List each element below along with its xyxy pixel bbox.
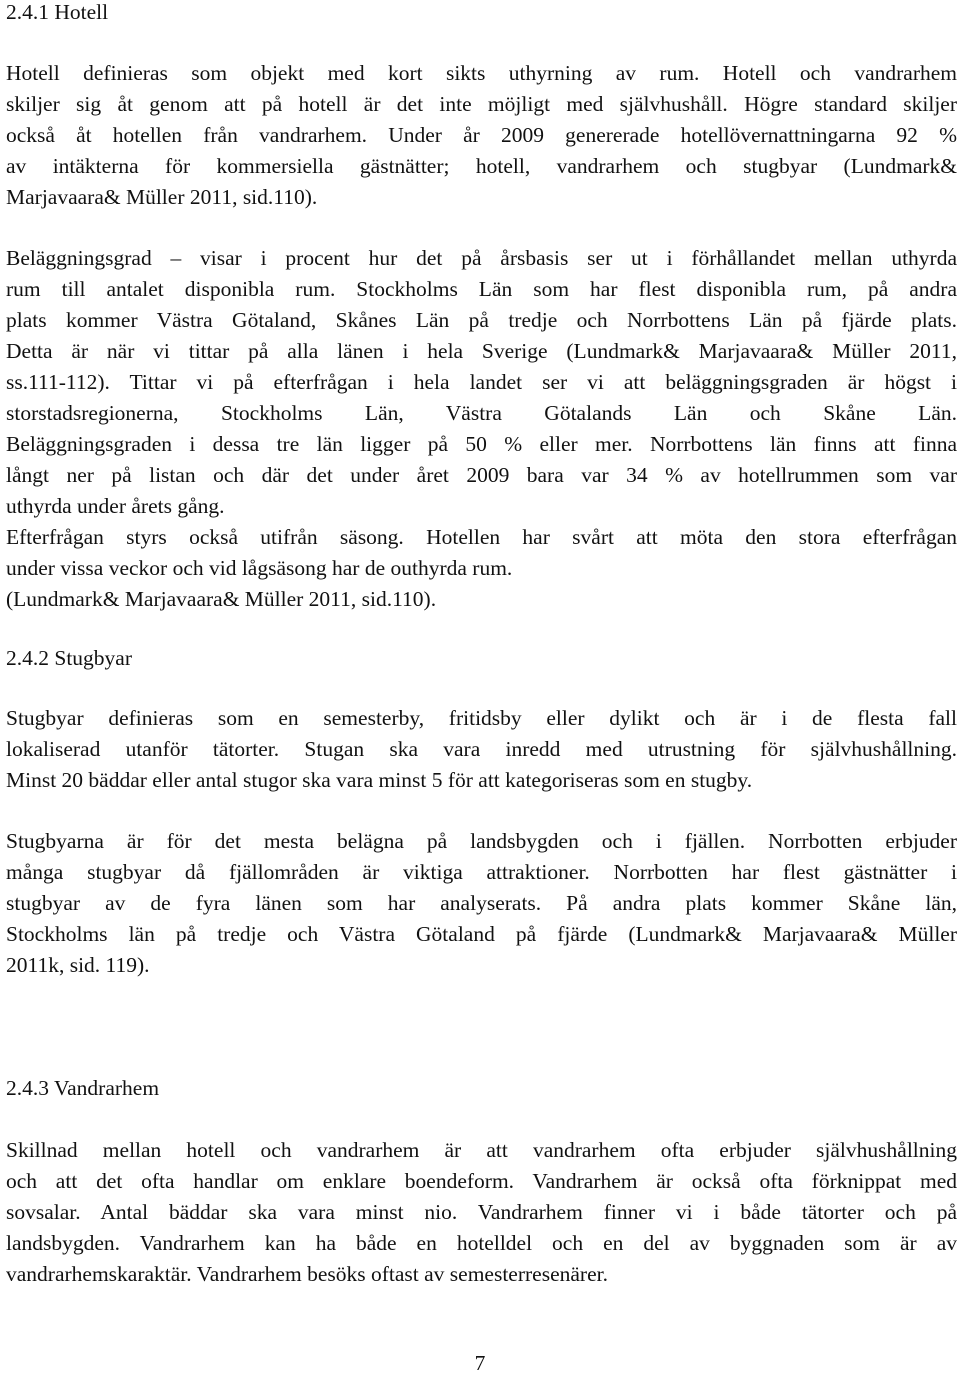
text-line: Detta är när vi tittar på alla länen i hela Sverige (Lundmark& Marjavaara& Müller 2011, xyxy=(6,339,957,363)
text-line: storstadsregionerna, Stockholms Län, Västra Götalands Län och Skåne Län. xyxy=(6,401,957,425)
text-line: skiljer sig åt genom att på hotell är det inte möjligt med självhushåll. Högre standard skiljer xyxy=(6,92,957,116)
text-line: Stugbyar definieras som en semesterby, fritidsby eller dylikt och är i de flesta fall xyxy=(6,706,957,730)
text-line: Skillnad mellan hotell och vandrarhem är att vandrarhem ofta erbjuder självhushållning xyxy=(6,1138,957,1162)
text-line: av intäkterna för kommersiella gästnätter; hotell, vandrarhem och stugbyar (Lundmark& xyxy=(6,154,957,178)
text-line: Beläggningsgrad – visar i procent hur det på årsbasis ser ut i förhållandet mellan uthyrda xyxy=(6,246,957,270)
page-number: 7 xyxy=(474,1351,486,1375)
text-line: vandrarhemskaraktär. Vandrarhem besöks oftast av semesterresenärer. xyxy=(6,1262,608,1286)
text-line: och att det ofta handlar om enklare boendeform. Vandrarhem är också ofta förknippat med xyxy=(6,1169,957,1193)
paragraph-belaggningsgrad xyxy=(6,243,957,615)
text-line: rum till antalet disponibla rum. Stockholms Län som har flest disponibla rum, på andra xyxy=(6,277,957,301)
text-line: långt ner på listan och där det under året 2009 bara var 34 % av hotellrummen som var xyxy=(6,463,957,487)
section-heading-vandrarhem: 2.4.3 Vandrarhem xyxy=(6,1076,160,1100)
text-line: (Lundmark& Marjavaara& Müller 2011, sid.110). xyxy=(6,587,437,611)
text-line: landsbygden. Vandrarhem kan ha både en hotelldel och en del av byggnaden som är av xyxy=(6,1231,957,1255)
text-line: Stockholms län på tredje och Västra Götaland på fjärde (Lundmark& Marjavaara& Müller xyxy=(6,922,957,946)
text-line: 2011k, sid. 119). xyxy=(6,953,150,977)
text-line: plats kommer Västra Götaland, Skånes Län på tredje och Norrbottens Län på fjärde plats. xyxy=(6,308,957,332)
text-line: också åt hotellen från vandrarhem. Under år 2009 genererade hotellövernattningarna 92 % xyxy=(6,123,957,147)
text-line: under vissa veckor och vid lågsäsong har de outhyrda rum. xyxy=(6,556,513,580)
paragraph-hotell-definition xyxy=(6,58,957,213)
section-heading-hotell: 2.4.1 Hotell xyxy=(6,0,109,24)
section-heading-stugbyar: 2.4.2 Stugbyar xyxy=(6,646,133,670)
text-line: Beläggningsgraden i dessa tre län ligger på 50 % eller mer. Norrbottens län finns att finna xyxy=(6,432,957,456)
text-line: Efterfrågan styrs också utifrån säsong. Hotellen har svårt att möta den stora efterfrågan xyxy=(6,525,957,549)
text-line: Stugbyarna är för det mesta belägna på landsbygden och i fjällen. Norrbotten erbjuder xyxy=(6,829,957,853)
text-line: sovsalar. Antal bäddar ska vara minst nio. Vandrarhem finner vi i både tätorter och på xyxy=(6,1200,957,1224)
text-line: Minst 20 bäddar eller antal stugor ska vara minst 5 för att kategoriseras som en stugby. xyxy=(6,768,753,792)
paragraph-vandrarhem xyxy=(6,1135,957,1290)
text-line: stugbyar av de fyra länen som har analyserats. På andra plats kommer Skåne län, xyxy=(6,891,957,915)
paragraph-stugbyar-definition xyxy=(6,703,957,796)
paragraph-stugbyar-location xyxy=(6,826,957,981)
text-line: Marjavaara& Müller 2011, sid.110). xyxy=(6,185,318,209)
text-line: lokaliserad utanför tätorter. Stugan ska vara inredd med utrustning för självhushållning. xyxy=(6,737,957,761)
text-line: uthyrda under årets gång. xyxy=(6,494,225,518)
text-line: Hotell definieras som objekt med kort sikts uthyrning av rum. Hotell och vandrarhem xyxy=(6,61,957,85)
text-line: många stugbyar då fjällområden är viktiga attraktioner. Norrbotten har flest gästnätter i xyxy=(6,860,957,884)
text-line: ss.111-112). Tittar vi på efterfrågan i hela landet ser vi att beläggningsgraden är högst i xyxy=(6,370,957,394)
